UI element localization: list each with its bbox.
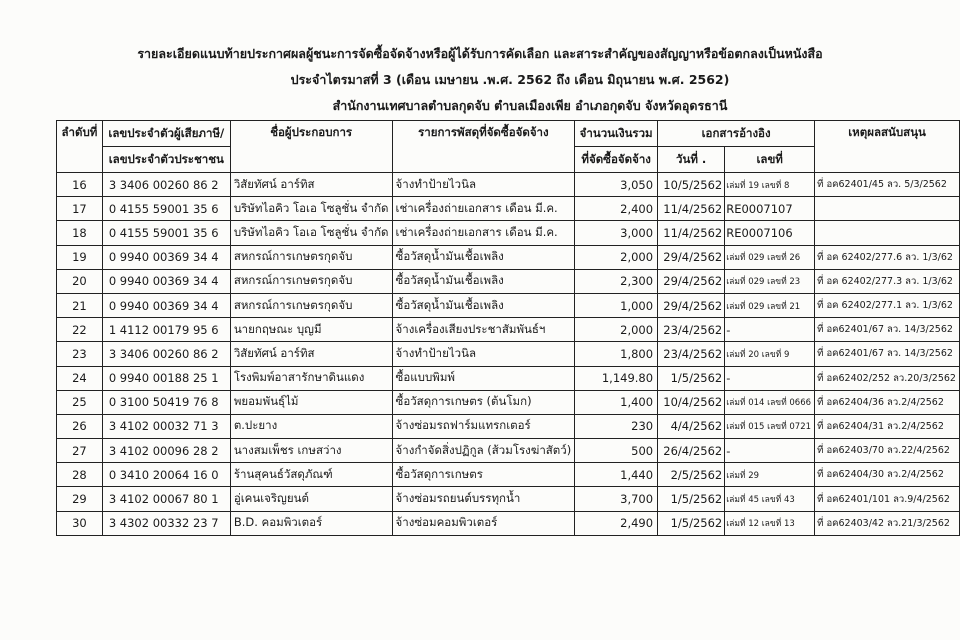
row-amount: 1,400: [575, 390, 658, 414]
row-item: จ้างซ่อมคอมพิวเตอร์: [392, 511, 575, 535]
row-number: 19: [57, 245, 103, 269]
doc-title-line1: รายละเอียดแนบท้ายประกาศผลผู้ชนะการจัดซื้อจัดจ้างหรือผู้ได้รับการคัดเลือก และสาระสำคัญของสัญญาหรือข้อตกลงเป็นหนังสือ: [137, 46, 823, 61]
row-date: 4/4/2562: [658, 414, 725, 438]
row-number: 29: [57, 487, 103, 511]
row-docno: เล่มที่ 29: [725, 463, 815, 487]
row-vendor: โรงพิมพ์อาสารักษาดินแดง: [230, 366, 392, 390]
row-docno: เล่มที่ 014 เลขที่ 0666: [725, 390, 815, 414]
row-docno: เล่มที่ 45 เลขที่ 43: [725, 487, 815, 511]
col-taxid-header: เลขประจำตัวผู้เสียภาษี/: [102, 121, 230, 147]
col-refdocs-header: เอกสารอ้างอิง: [658, 121, 815, 147]
row-reason: ที่ อค 62402/277.3 ลว. 1/3/62: [815, 269, 960, 293]
row-date: 10/5/2562: [658, 173, 725, 197]
row-item: ซื้อวัสดุน้ำมันเชื้อเพลิง: [392, 293, 575, 317]
row-reason: ที่ อค62404/31 ลว.2/4/2562: [815, 414, 960, 438]
row-item: จ้างซ่อมรถยนต์บรรทุกน้ำ: [392, 487, 575, 511]
row-taxid: 3 4102 00067 80 1: [102, 487, 230, 511]
row-vendor: บริษัทไอคิว โอเอ โซลูชั่น จำกัด: [230, 221, 392, 245]
row-vendor: นายกฤษณะ บุญมี: [230, 318, 392, 342]
row-amount: 3,050: [575, 173, 658, 197]
table-row: [57, 414, 960, 438]
row-reason: ที่ อค 62402/277.6 ลว. 1/3/62: [815, 245, 960, 269]
row-date: 2/5/2562: [658, 463, 725, 487]
row-vendor: บริษัทไอคิว โอเอ โซลูชั่น จำกัด: [230, 197, 392, 221]
row-item: เช่าเครื่องถ่ายเอกสาร เดือน มี.ค.: [392, 197, 575, 221]
row-vendor: B.D. คอมพิวเตอร์: [230, 511, 392, 535]
row-amount: 2,400: [575, 197, 658, 221]
row-vendor: สหกรณ์การเกษตรกุดจับ: [230, 293, 392, 317]
row-docno: -: [725, 366, 815, 390]
row-item: จ้างทำป้ายไวนิล: [392, 342, 575, 366]
row-date: 11/4/2562: [658, 221, 725, 245]
row-docno: เล่มที่ 029 เลขที่ 23: [725, 269, 815, 293]
row-item: จ้างเครื่องเสียงประชาสัมพันธ์ฯ: [392, 318, 575, 342]
row-amount: 3,700: [575, 487, 658, 511]
row-amount: 1,000: [575, 293, 658, 317]
row-docno: เล่มที่ 12 เลขที่ 13: [725, 511, 815, 535]
row-item: จ้างซ่อมรถฟาร์มแทรกเตอร์: [392, 414, 575, 438]
row-reason: ที่ อค62404/36 ลว.2/4/2562: [815, 390, 960, 414]
table-row: [57, 269, 960, 293]
row-amount: 230: [575, 414, 658, 438]
col-date-label: วันที่: [676, 151, 698, 166]
row-amount: 1,149.80: [575, 366, 658, 390]
table-row: [57, 293, 960, 317]
col-amount-header-2: ที่จัดซื้อจัดจ้าง: [575, 147, 658, 173]
row-vendor: อู่เคนเจริญยนต์: [230, 487, 392, 511]
row-number: 22: [57, 318, 103, 342]
row-date: 23/4/2562: [658, 318, 725, 342]
row-number: 25: [57, 390, 103, 414]
row-number: 26: [57, 414, 103, 438]
row-reason: ที่ อค62401/45 ลว. 5/3/2562: [815, 173, 960, 197]
row-date: 29/4/2562: [658, 269, 725, 293]
row-item: ซื้อวัสดุการเกษตร (ต้นโมก): [392, 390, 575, 414]
row-date: 29/4/2562: [658, 293, 725, 317]
row-amount: 3,000: [575, 221, 658, 245]
row-taxid: 0 4155 59001 35 6: [102, 221, 230, 245]
row-reason: [815, 221, 960, 245]
col-taxid-header-2: เลขประจำตัวประชาชน: [102, 147, 230, 173]
row-docno: RE0007106: [725, 221, 815, 245]
row-date: 10/4/2562: [658, 390, 725, 414]
col-reason-header: เหตุผลสนับสนุน: [815, 121, 960, 173]
row-date: 11/4/2562: [658, 197, 725, 221]
table-row: [57, 245, 960, 269]
row-taxid: 3 3406 00260 86 2: [102, 173, 230, 197]
col-no-header: ลำดับที่: [57, 121, 103, 173]
row-vendor: ร้านสุคนธ์วัสดุภัณฑ์: [230, 463, 392, 487]
row-reason: ที่ อค62404/30 ลว.2/4/2562: [815, 463, 960, 487]
table-row: [57, 511, 960, 535]
row-amount: 500: [575, 439, 658, 463]
row-amount: 2,000: [575, 318, 658, 342]
row-docno: -: [725, 318, 815, 342]
col-date-header: [658, 147, 725, 173]
doc-title-line3: สำนักงานเทศบาลตำบลกุดจับ ตำบลเมืองเพีย อำเภอกุดจับ จังหวัดอุดรธานี: [332, 98, 728, 113]
table-row: [57, 463, 960, 487]
row-vendor: ต.ปะยาง: [230, 414, 392, 438]
table-row: [57, 342, 960, 366]
col-vendor-header: ชื่อผู้ประกอบการ: [230, 121, 392, 173]
row-taxid: 3 4302 00332 23 7: [102, 511, 230, 535]
row-amount: 1,440: [575, 463, 658, 487]
row-date: 1/5/2562: [658, 487, 725, 511]
row-docno: -: [725, 439, 815, 463]
row-taxid: 3 3406 00260 86 2: [102, 342, 230, 366]
row-taxid: 0 9940 00369 34 4: [102, 293, 230, 317]
row-taxid: 0 9940 00369 34 4: [102, 245, 230, 269]
table-row: [57, 173, 960, 197]
row-date: 1/5/2562: [658, 511, 725, 535]
row-taxid: 3 4102 00096 28 2: [102, 439, 230, 463]
row-reason: ที่ อค62403/42 ลว.21/3/2562: [815, 511, 960, 535]
row-date: 1/5/2562: [658, 366, 725, 390]
row-reason: ที่ อค 62402/277.1 ลว. 1/3/62: [815, 293, 960, 317]
row-amount: 1,800: [575, 342, 658, 366]
row-number: 21: [57, 293, 103, 317]
table-row: [57, 487, 960, 511]
row-amount: 2,000: [575, 245, 658, 269]
row-number: 17: [57, 197, 103, 221]
row-docno: เล่มที่ 029 เลขที่ 21: [725, 293, 815, 317]
row-number: 16: [57, 173, 103, 197]
row-taxid: 1 4112 00179 95 6: [102, 318, 230, 342]
row-number: 24: [57, 366, 103, 390]
table-row: [57, 439, 960, 463]
row-item: ซื้อวัสดุน้ำมันเชื้อเพลิง: [392, 245, 575, 269]
row-taxid: 0 9940 00369 34 4: [102, 269, 230, 293]
row-number: 27: [57, 439, 103, 463]
row-amount: 2,490: [575, 511, 658, 535]
row-reason: ที่ อค62401/101 ลว.9/4/2562: [815, 487, 960, 511]
row-docno: เล่มที่ 029 เลขที่ 26: [725, 245, 815, 269]
row-item: ซื้อแบบพิมพ์: [392, 366, 575, 390]
row-number: 23: [57, 342, 103, 366]
procurement-table: [56, 120, 960, 536]
table-row: [57, 221, 960, 245]
row-item: จ้างกำจัดสิ่งปฏิกูล (ส้วมโรงฆ่าสัตว์): [392, 439, 575, 463]
row-vendor: วิสัยทัศน์ อาร์ทิส: [230, 173, 392, 197]
row-vendor: นางสมเพ็ชร เกษสว่าง: [230, 439, 392, 463]
row-item: ซื้อวัสดุน้ำมันเชื้อเพลิง: [392, 269, 575, 293]
col-date-dot: .: [701, 151, 707, 166]
row-number: 20: [57, 269, 103, 293]
row-reason: ที่ อค62402/252 ลว.20/3/2562: [815, 366, 960, 390]
row-docno: เล่มที่ 20 เลขที่ 9: [725, 342, 815, 366]
row-taxid: 0 3410 20064 16 0: [102, 463, 230, 487]
row-item: จ้างทำป้ายไวนิล: [392, 173, 575, 197]
row-docno: RE0007107: [725, 197, 815, 221]
row-vendor: สหกรณ์การเกษตรกุดจับ: [230, 269, 392, 293]
row-amount: 2,300: [575, 269, 658, 293]
row-reason: ที่ อค62401/67 ลว. 14/3/2562: [815, 342, 960, 366]
row-taxid: 0 9940 00188 25 1: [102, 366, 230, 390]
row-reason: [815, 197, 960, 221]
table-row: [57, 390, 960, 414]
row-reason: ที่ อค62403/70 ลว.22/4/2562: [815, 439, 960, 463]
table-row: [57, 318, 960, 342]
row-vendor: วิสัยทัศน์ อาร์ทิส: [230, 342, 392, 366]
row-item: ซื้อวัสดุการเกษตร: [392, 463, 575, 487]
table-row: [57, 366, 960, 390]
row-date: 23/4/2562: [658, 342, 725, 366]
row-date: 29/4/2562: [658, 245, 725, 269]
row-number: 30: [57, 511, 103, 535]
row-taxid: 3 4102 00032 71 3: [102, 414, 230, 438]
row-docno: เล่มที่ 015 เลขที่ 0721: [725, 414, 815, 438]
col-amount-header: จำนวนเงินรวม: [575, 121, 658, 147]
row-vendor: พยอมพันธุ์ไม้: [230, 390, 392, 414]
row-taxid: 0 3100 50419 76 8: [102, 390, 230, 414]
row-taxid: 0 4155 59001 35 6: [102, 197, 230, 221]
row-number: 28: [57, 463, 103, 487]
col-item-header: รายการพัสดุที่จัดซื้อจัดจ้าง: [392, 121, 575, 173]
col-docno-header: เลขที่: [725, 147, 815, 173]
row-vendor: สหกรณ์การเกษตรกุดจับ: [230, 245, 392, 269]
row-reason: ที่ อค62401/67 ลว. 14/3/2562: [815, 318, 960, 342]
row-item: เช่าเครื่องถ่ายเอกสาร เดือน มี.ค.: [392, 221, 575, 245]
row-docno: เล่มที่ 19 เลขที่ 8: [725, 173, 815, 197]
doc-title-line2: ประจำไตรมาสที่ 3 (เดือน เมษายน .พ.ศ. 2562 ถึง เดือน มิถุนายน พ.ศ. 2562): [290, 72, 730, 87]
row-date: 26/4/2562: [658, 439, 725, 463]
row-number: 18: [57, 221, 103, 245]
table-row: [57, 197, 960, 221]
